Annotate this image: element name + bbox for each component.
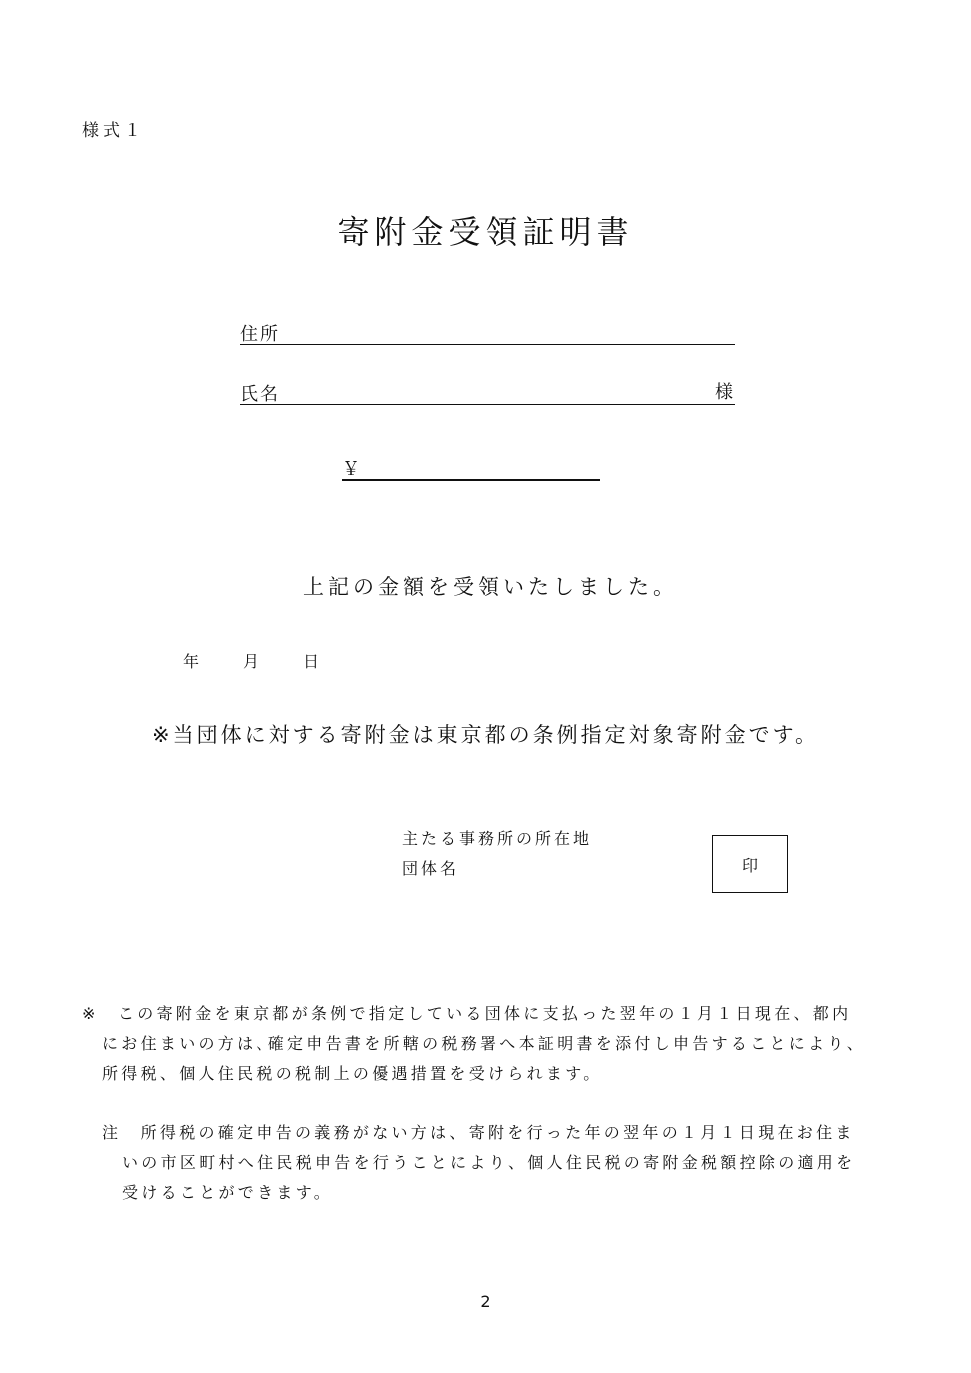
address-field[interactable] xyxy=(240,320,735,345)
seal-label: 印 xyxy=(741,855,758,875)
address-label: 住所 xyxy=(240,324,280,345)
note-2-line: 受けることができます。 xyxy=(122,1183,334,1202)
name-label: 氏名 xyxy=(240,384,280,405)
date-year: 年 xyxy=(183,652,200,671)
note-2-line: 注 所得税の確定申告の義務がない方は、寄附を行った年の翌年の１月１日現在お住ま xyxy=(102,1123,855,1142)
note-2 xyxy=(102,1118,855,1208)
page-number: 2 xyxy=(480,1292,491,1311)
yen-symbol: ￥ xyxy=(342,459,360,480)
date-day: 日 xyxy=(303,652,320,671)
amount-field[interactable] xyxy=(342,455,600,481)
note-2-line: いの市区町村へ住民税申告を行うことにより、個人住民税の寄附金税額控除の適用を xyxy=(122,1153,856,1172)
name-field[interactable] xyxy=(240,380,735,405)
designation-notice: ※当団体に対する寄附金は東京都の条例指定対象寄附金です。 xyxy=(152,723,819,747)
document-title: 寄附金受領証明書 xyxy=(337,213,634,251)
note-1-line: にお住まいの方は､確定申告書を所轄の税務署へ本証明書を添付し申告することにより、 xyxy=(102,1034,867,1053)
date-month: 月 xyxy=(243,652,260,671)
seal-box xyxy=(712,835,788,893)
office-location-label: 主たる事務所の所在地 xyxy=(402,829,593,848)
received-statement: 上記の金額を受領いたしました。 xyxy=(303,575,678,599)
note-1 xyxy=(82,999,866,1089)
org-name-label: 団体名 xyxy=(402,859,460,878)
note-1-line: 所得税、個人住民税の税制上の優遇措置を受けられます。 xyxy=(102,1064,603,1083)
note-1-line: ※ この寄附金を東京都が条例で指定している団体に支払った翌年の１月１日現在、都内 xyxy=(82,1004,852,1023)
form-number: 様式１ xyxy=(82,121,145,141)
name-suffix: 様 xyxy=(715,382,735,403)
